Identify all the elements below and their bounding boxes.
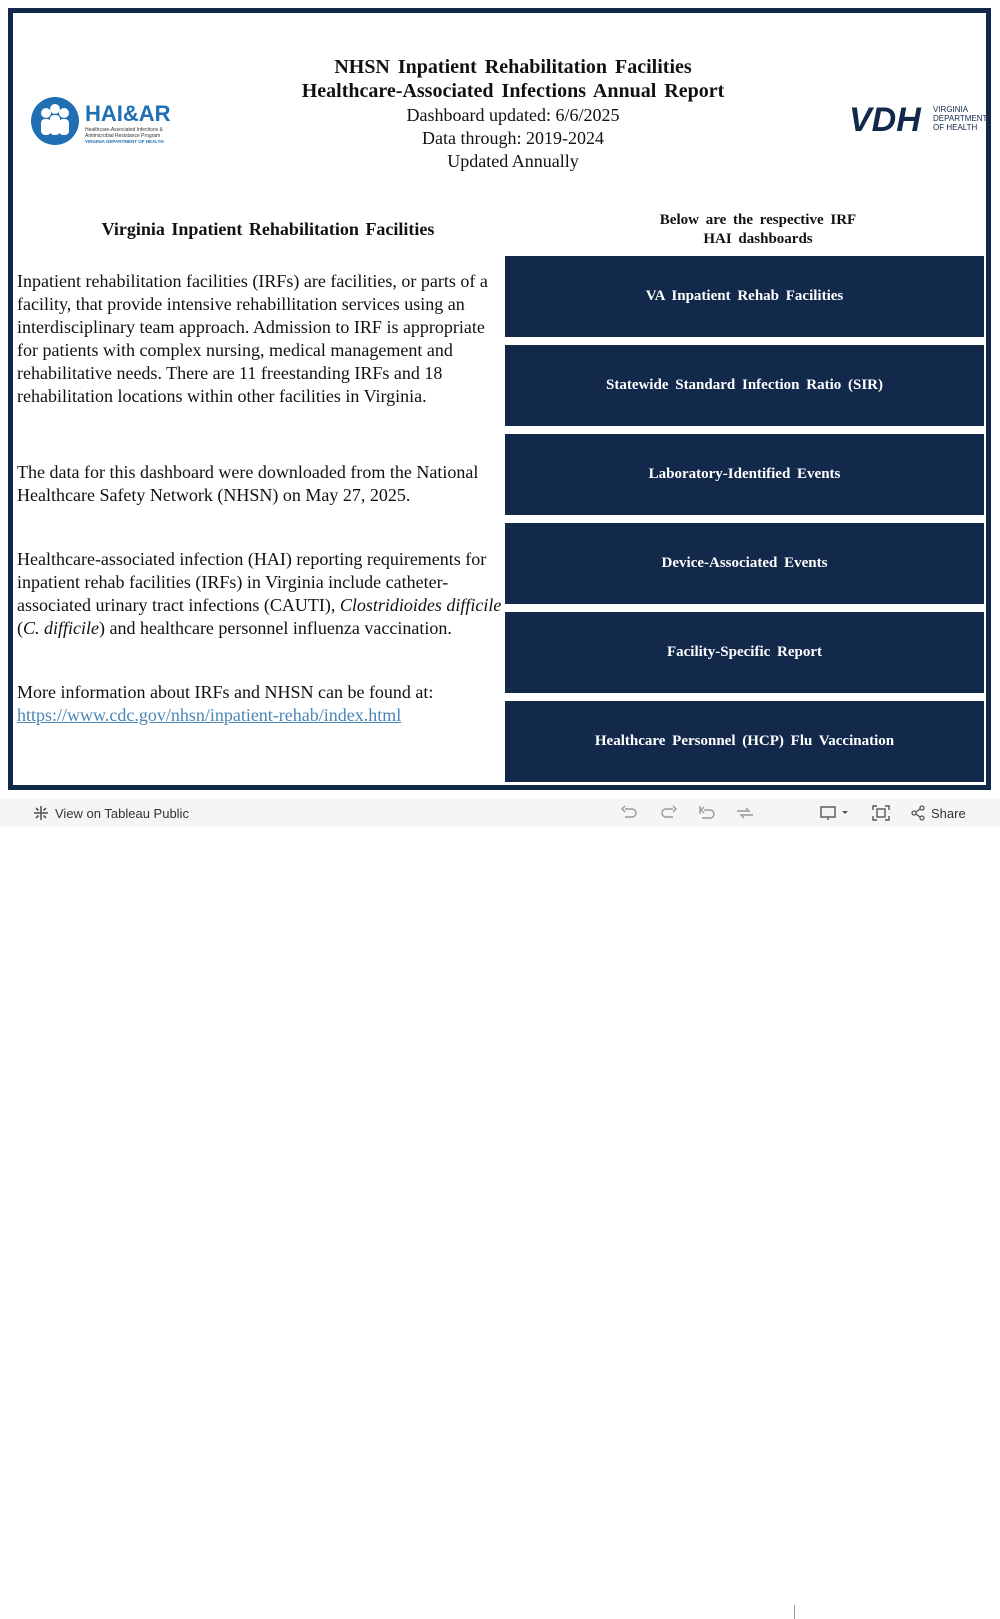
svg-text:DEPARTMENT: DEPARTMENT bbox=[933, 114, 988, 123]
revert-icon[interactable] bbox=[698, 799, 716, 827]
more-info: More information about IRFs and NHSN can be found at: https://www.cdc.gov/nhsn/inpatient-rehab/index.html bbox=[17, 682, 434, 725]
va-inpatient-rehab-button[interactable]: VA Inpatient Rehab Facilities bbox=[505, 256, 984, 337]
undo-icon[interactable] bbox=[620, 799, 638, 827]
tableau-toolbar bbox=[0, 799, 1000, 827]
hcp-flu-vaccination-button[interactable]: Healthcare Personnel (HCP) Flu Vaccination bbox=[505, 701, 984, 782]
update-frequency: Updated Annually bbox=[447, 151, 579, 171]
svg-text:OF HEALTH: OF HEALTH bbox=[933, 123, 978, 132]
irf-description: Inpatient rehabilitation facilities (IRFs) are facilities, or parts of a facility, that provide intensive rehabillitation services using an interdisciplinary team approach. Admission to IRF is appropriate for patients with complex nursing, medical management and rehabilitative needs. There are 11 freestanding IRFs and 18 rehabilitation locations within other facilities in Virginia. bbox=[17, 271, 488, 406]
view-on-tableau-label: View on Tableau Public bbox=[55, 805, 189, 821]
svg-text:VIRGINIA DEPARTMENT OF HEALTH: VIRGINIA DEPARTMENT OF HEALTH bbox=[85, 139, 164, 144]
dashboard-updated: Dashboard updated: 6/6/2025 bbox=[406, 105, 620, 125]
redo-icon[interactable] bbox=[660, 799, 678, 827]
share-button[interactable] bbox=[910, 799, 966, 827]
tableau-icon bbox=[33, 805, 49, 821]
share-icon bbox=[910, 805, 926, 821]
lab-identified-events-button[interactable]: Laboratory-Identified Events bbox=[505, 434, 984, 515]
hai-ar-logo-text: HAI&AR bbox=[85, 101, 171, 126]
hai-ar-logo bbox=[31, 87, 191, 153]
statewide-sir-button[interactable]: Statewide Standard Infection Ratio (SIR) bbox=[505, 345, 984, 426]
device-associated-events-button[interactable]: Device-Associated Events bbox=[505, 523, 984, 604]
svg-text:Antimicrobial Resistance Progr: Antimicrobial Resistance Program bbox=[85, 133, 161, 139]
data-source-note: The data for this dashboard were downloaded from the National Healthcare Safety Network (NHSN) on May 27, 2025. bbox=[17, 462, 479, 505]
report-title-line2: Healthcare-Associated Infections Annual Report bbox=[301, 80, 725, 102]
vdh-logo-text: VDH bbox=[849, 101, 921, 138]
facility-specific-report-button[interactable]: Facility-Specific Report bbox=[505, 612, 984, 693]
download-icon[interactable] bbox=[820, 799, 850, 827]
svg-text:Healthcare-Associated Infectio: Healthcare-Associated Infections & bbox=[85, 127, 163, 133]
vdh-logo bbox=[849, 98, 989, 138]
report-title-line1: NHSN Inpatient Rehabilitation Facilities bbox=[334, 56, 692, 78]
dashboard-frame bbox=[8, 8, 991, 790]
refresh-icon[interactable] bbox=[735, 799, 755, 827]
fullscreen-icon[interactable] bbox=[872, 799, 890, 827]
view-on-tableau-button[interactable] bbox=[33, 799, 189, 827]
section-title: Virginia Inpatient Rehabilitation Facilities bbox=[101, 219, 435, 239]
svg-text:VIRGINIA: VIRGINIA bbox=[933, 105, 969, 114]
toolbar-separator bbox=[794, 1605, 795, 1619]
reporting-requirements: Healthcare-associated infection (HAI) reporting requirements for inpatient rehab facilities (IRFs) in Virginia include catheter-associated urinary tract infections (CAUTI), Clostridioides difficile (C. difficile) and healthcare personnel influenza vaccination. bbox=[17, 549, 502, 638]
share-label: Share bbox=[931, 805, 966, 821]
data-through: Data through: 2019-2024 bbox=[422, 128, 604, 148]
cdc-nhsn-link[interactable]: https://www.cdc.gov/nhsn/inpatient-rehab/index.html bbox=[17, 705, 402, 725]
dashboards-heading: Below are the respective IRF HAI dashboards bbox=[659, 212, 857, 247]
